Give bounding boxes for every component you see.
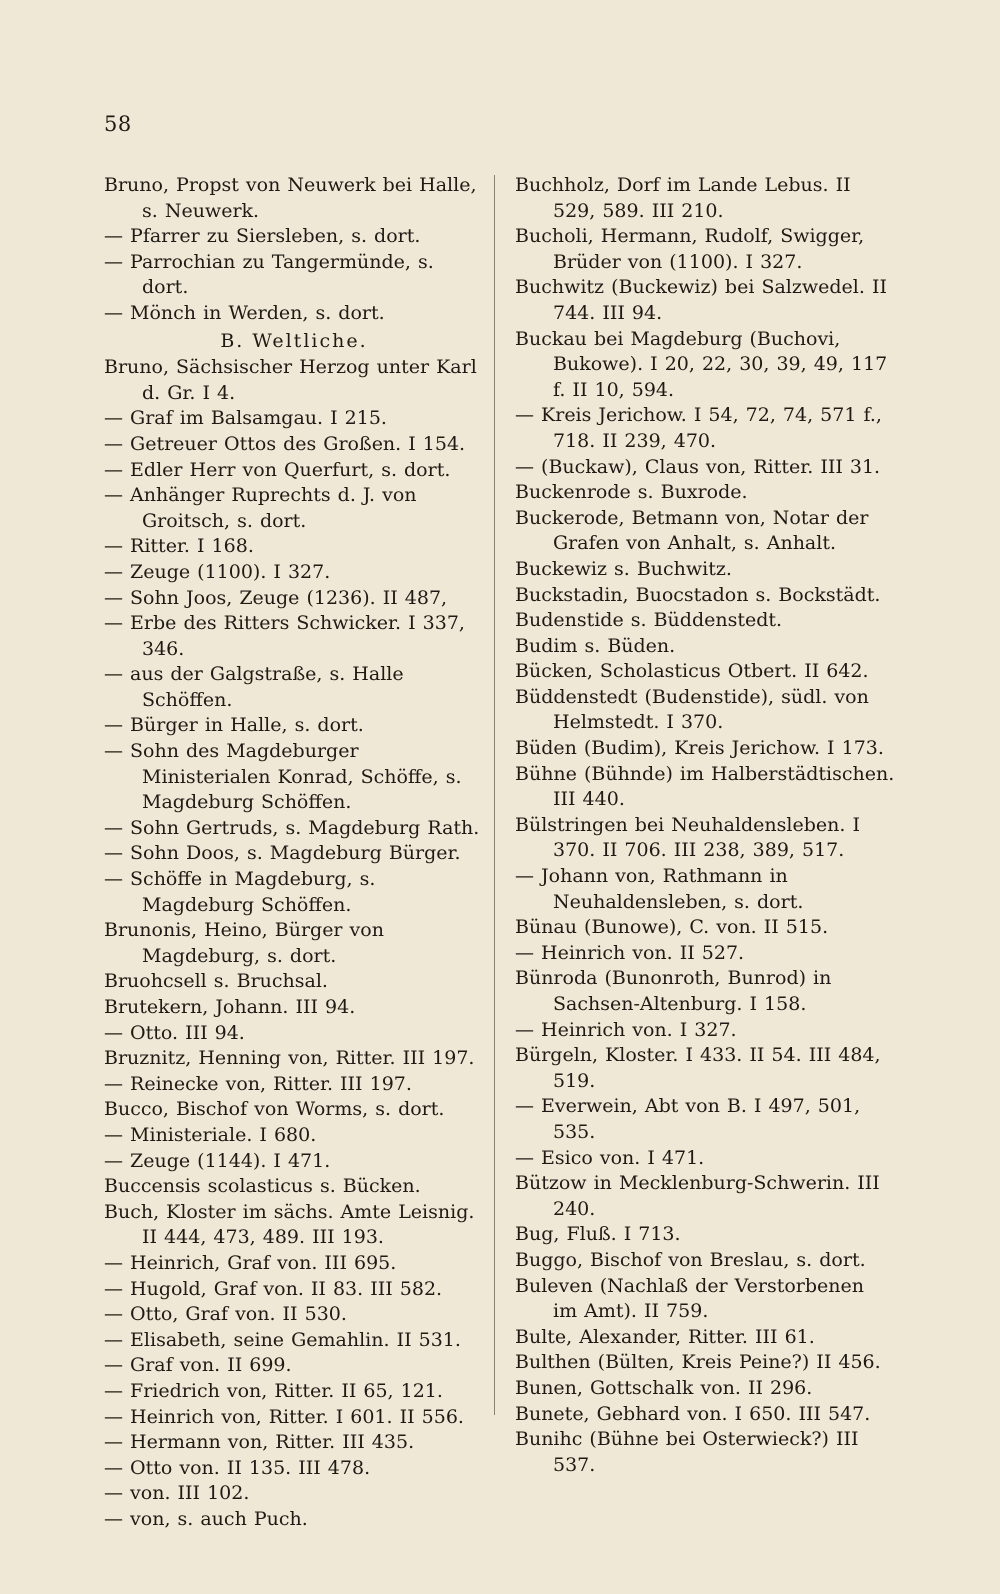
index-entry: Buch, Kloster im sächs. Amte Leisnig. II 444, 473, 489. III 193. [104,1200,475,1249]
index-entry: Bünau (Bunowe), C. von. II 515. [515,916,829,939]
index-entry: — Sohn Joos, Zeuge (1236). II 487, [104,586,448,609]
right-column [515,173,895,1478]
index-entry: — Everwein, Abt von B. I 497, 501, 535. [515,1095,861,1143]
index-entry: Büden (Budim), Kreis Jerichow. I 173. [515,737,884,760]
index-entry: Bühne (Bühnde) im Halberstädtischen. III 440. [515,762,895,811]
index-entry: — Erbe des Ritters Schwicker. I 337, 346. [104,612,465,660]
index-entry: — Reinecke von, Ritter. III 197. [104,1072,412,1095]
index-entry: — Schöffe in Magdeburg, s. Magdeburg Schöffen. [104,868,376,916]
index-entry: Bunihc (Bühne bei Osterwieck?) III 537. [515,1428,859,1476]
index-entry: Bünroda (Bunonroth, Bunrod) in Sachsen-Altenburg. I 158. [515,967,832,1015]
index-entry: — Heinrich von. I 327. [515,1018,737,1041]
index-entry: Bulthen (Bülten, Kreis Peine?) II 456. [515,1351,881,1374]
index-entry: Buckerode, Betmann von, Notar der Grafen von Anhalt, s. Anhalt. [515,506,869,555]
index-entry: — Zeuge (1100). I 327. [104,560,331,583]
index-entry: — von, s. auch Puch. [104,1507,308,1530]
index-entry: Brutekern, Johann. III 94. [104,996,356,1018]
index-entry: — Pfarrer zu Siersleben, s. dort. [104,225,421,248]
index-entry: Buccensis scolasticus s. Bücken. [104,1175,421,1198]
index-entry: — Parrochian zu Tangermünde, s. dort. [104,250,434,299]
index-entry: — Edler Herr von Querfurt, s. dort. [104,458,451,481]
index-entry: Bützow in Mecklenburg-Schwerin. III 240. [515,1172,880,1220]
index-entry: — Johann von, Rathmann in Neuhaldensleben, s. dort. [515,865,804,913]
index-entry: — aus der Galgstraße, s. Halle Schöffen. [104,663,404,711]
index-entry: Bunen, Gottschalk von. II 296. [515,1376,813,1399]
index-entry: — Ritter. I 168. [104,535,254,558]
index-entry: — Anhänger Ruprechts d. J. von Groitsch, s. dort. [104,484,417,532]
index-entry: Budim s. Büden. [515,634,676,657]
index-entry: — (Buckaw), Claus von, Ritter. III 31. [515,455,881,478]
index-entry: Bruno, Propst von Neuwerk bei Halle, s. Neuwerk. [104,174,477,222]
index-entry: — Otto von. II 135. III 478. [104,1456,371,1479]
index-entry: — Kreis Jerichow. I 54, 72, 74, 571 f., 718. II 239, 470. [515,404,882,452]
index-entry: — Mönch in Werden, s. dort. [104,301,385,324]
index-entry: Brunonis, Heino, Bürger von Magdeburg, s. dort. [104,919,384,967]
index-entry: Buckenrode s. Buxrode. [515,481,748,504]
index-entry: Bulte, Alexander, Ritter. III 61. [515,1325,815,1348]
index-entry: Bug, Fluß. I 713. [515,1223,681,1246]
index-entry: Buleven (Nachlaß der Verstorbenen im Amt). II 759. [515,1274,865,1323]
index-entry: Bunete, Gebhard von. I 650. III 547. [515,1402,871,1425]
index-entry: Buchwitz (Buckewiz) bei Salzwedel. II 744. III 94. [515,276,887,324]
index-entry: Büddenstedt (Budenstide), südl. von Helmstedt. I 370. [515,685,869,734]
index-entry: — Zeuge (1144). I 471. [104,1149,331,1172]
index-entry: — Sohn Gertruds, s. Magdeburg Rath. [104,816,480,839]
section-heading: B. Weltliche. [220,329,368,352]
index-entry: — Ministeriale. I 680. [104,1123,317,1146]
index-entry: — Sohn des Magdeburger Ministerialen Konrad, Schöffe, s. Magdeburg Schöffen. [104,740,462,814]
index-entry: Bruno, Sächsischer Herzog unter Karl d. Gr. I 4. [104,356,477,404]
index-entry: — Otto. III 94. [104,1021,245,1044]
index-entry: — Sohn Doos, s. Magdeburg Bürger. [104,842,461,865]
index-entry: — Elisabeth, seine Gemahlin. II 531. [104,1328,461,1351]
index-entry: — Heinrich von, Ritter. I 601. II 556. [104,1405,464,1428]
index-entry: — Graf von. II 699. [104,1354,292,1377]
column-divider [494,175,495,1415]
index-entry: — Otto, Graf von. II 530. [104,1303,347,1326]
index-entry: Bülstringen bei Neuhaldensleben. I 370. II 706. III 238, 389, 517. [515,813,860,862]
index-entry: — Hermann von, Ritter. III 435. [104,1431,415,1454]
index-entry: Buckau bei Magdeburg (Buchovi, Bukowe). I 20, 22, 30, 39, 49, 117 f. II 10, 594. [515,327,888,401]
index-entry: Bucholi, Hermann, Rudolf, Swigger, Brüder von (1100). I 327. [515,225,865,273]
index-entry: Bruohcsell s. Bruchsal. [104,970,328,993]
index-entry: Bucco, Bischof von Worms, s. dort. [104,1098,445,1121]
index-entry: Buckstadin, Buocstadon s. Bockstädt. [515,583,881,606]
index-entry: Bürgeln, Kloster. I 433. II 54. III 484, 519. [515,1044,881,1092]
index-entry: — Graf im Balsamgau. I 215. [104,407,387,430]
index-entry: Bruznitz, Henning von, Ritter. III 197. [104,1047,475,1070]
index-entry: — Heinrich von. II 527. [515,941,745,964]
index-entry: Bücken, Scholasticus Otbert. II 642. [515,660,869,683]
index-entry: — Heinrich, Graf von. III 695. [104,1251,397,1274]
index-entry: — Getreuer Ottos des Großen. I 154. [104,432,466,455]
index-entry: — Hugold, Graf von. II 83. III 582. [104,1277,443,1300]
index-entry: Budenstide s. Büddenstedt. [515,609,783,632]
index-entry: — Bürger in Halle, s. dort. [104,714,364,737]
index-entry: Buchholz, Dorf im Lande Lebus. II 529, 589. III 210. [515,174,851,222]
page-number: 58 [104,112,132,136]
index-entry: — von. III 102. [104,1482,250,1505]
index-entry: Buckewiz s. Buchwitz. [515,557,732,580]
left-column [104,173,484,1532]
index-entry: Buggo, Bischof von Breslau, s. dort. [515,1248,866,1271]
index-entry: — Esico von. I 471. [515,1146,705,1169]
index-entry: — Friedrich von, Ritter. II 65, 121. [104,1379,443,1402]
